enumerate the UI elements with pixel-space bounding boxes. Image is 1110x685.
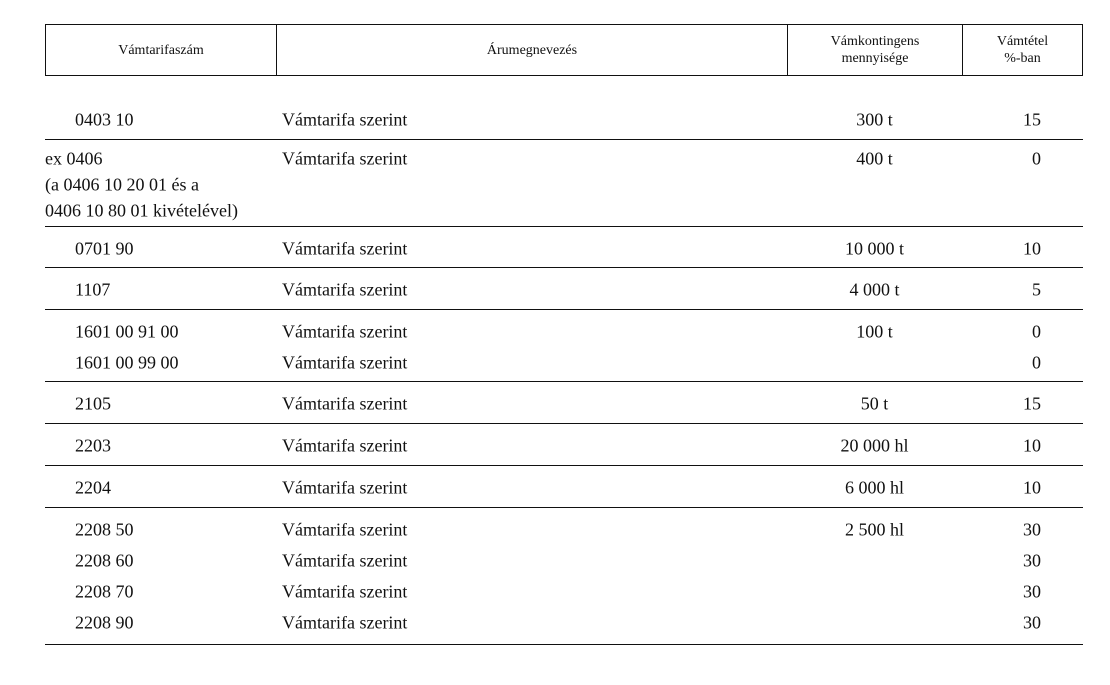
- product-name-cell: Vámtarifa szerint: [282, 321, 408, 341]
- quota-quantity-cell: 2 500 hl: [844, 519, 904, 539]
- product-name-cell: Vámtarifa szerint: [282, 352, 408, 372]
- tariff-code-cell: 2204: [75, 477, 111, 497]
- quota-quantity-cell: 4 000 t: [849, 279, 900, 299]
- table-header: [45, 24, 1083, 76]
- duty-rate-cell: 0: [1032, 321, 1041, 341]
- header-quota-line1: Vámkontingens: [830, 34, 920, 49]
- tariff-code-cell: 2208 60: [75, 550, 134, 570]
- tariff-code-cell: 1601 00 91 00: [75, 321, 179, 341]
- duty-rate-cell: 15: [1023, 393, 1041, 413]
- product-name-cell: Vámtarifa szerint: [282, 550, 408, 570]
- table-row: [45, 316, 1083, 347]
- header-quota-quantity: [788, 25, 963, 75]
- table-row: [45, 388, 1083, 419]
- tariff-code-cell: 2208 90: [75, 612, 134, 632]
- table-row: [45, 347, 1083, 378]
- quota-quantity-cell: 20 000 hl: [840, 435, 909, 455]
- table-row-group: [45, 424, 1083, 466]
- quota-quantity-cell: 100 t: [856, 321, 893, 341]
- table-row: [45, 233, 1083, 264]
- tariff-code-cell: 2203: [75, 435, 111, 455]
- product-name-cell: Vámtarifa szerint: [282, 279, 408, 299]
- header-rate-line2: %-ban: [1004, 51, 1041, 66]
- tariff-code-cell: 0701 90: [75, 238, 134, 258]
- table-row-group: [45, 466, 1083, 508]
- header-tariff-number-label: Vámtarifaszám: [118, 42, 204, 58]
- table-row-group: [45, 508, 1083, 645]
- quota-quantity-cell: 6 000 hl: [844, 477, 904, 497]
- table-body: [45, 76, 1083, 645]
- table-row: [45, 607, 1083, 638]
- table-row: [45, 576, 1083, 607]
- table-row: [45, 198, 1083, 224]
- tariff-code-cell: (a 0406 10 20 01 és a: [45, 174, 199, 195]
- header-duty-rate: [963, 25, 1082, 75]
- table-row: [45, 545, 1083, 576]
- product-name-cell: Vámtarifa szerint: [282, 109, 408, 129]
- header-tariff-number: [46, 25, 277, 75]
- duty-rate-cell: 10: [1023, 435, 1041, 455]
- duty-rate-cell: 30: [1023, 612, 1041, 632]
- table-row: [45, 104, 1083, 135]
- table-row-group: [45, 382, 1083, 424]
- tariff-code-cell: 2208 50: [75, 519, 134, 539]
- table-row-group: [45, 310, 1083, 382]
- quota-quantity-cell: 300 t: [856, 109, 893, 129]
- duty-rate-cell: 15: [1023, 109, 1041, 129]
- tariff-code-cell: 0406 10 80 01 kivételével): [45, 200, 238, 221]
- header-quota-line2: mennyisége: [841, 51, 909, 66]
- table-row: [45, 514, 1083, 545]
- tariff-code-cell: 0403 10: [75, 109, 134, 129]
- tariff-code-cell: ex 0406: [45, 148, 103, 169]
- header-product-name: [277, 25, 788, 75]
- quota-quantity-cell: 400 t: [856, 148, 893, 169]
- table-row: [45, 274, 1083, 305]
- tariff-code-cell: 2208 70: [75, 581, 134, 601]
- product-name-cell: Vámtarifa szerint: [282, 477, 408, 497]
- table-row-group: [45, 268, 1083, 310]
- header-rate-line1: Vámtétel: [996, 34, 1049, 49]
- duty-rate-cell: 10: [1023, 477, 1041, 497]
- product-name-cell: Vámtarifa szerint: [282, 238, 408, 258]
- table-row: [45, 472, 1083, 503]
- duty-rate-cell: 0: [1032, 148, 1041, 169]
- quota-quantity-cell: 50 t: [860, 393, 889, 413]
- tariff-code-cell: 2105: [75, 393, 111, 413]
- table-row: [45, 146, 1083, 172]
- table-row: [45, 430, 1083, 461]
- product-name-cell: Vámtarifa szerint: [282, 148, 408, 169]
- product-name-cell: Vámtarifa szerint: [282, 393, 408, 413]
- table-row-group: [45, 140, 1083, 227]
- quota-quantity-cell: 10 000 t: [844, 238, 904, 258]
- duty-rate-cell: 30: [1023, 519, 1041, 539]
- table-row-group: [45, 76, 1083, 140]
- duty-rate-cell: 5: [1032, 279, 1041, 299]
- header-product-name-label: Árumegnevezés: [486, 42, 578, 58]
- duty-rate-cell: 30: [1023, 581, 1041, 601]
- table-row: [45, 172, 1083, 198]
- tariff-code-cell: 1107: [75, 279, 111, 299]
- duty-rate-cell: 10: [1023, 238, 1041, 258]
- product-name-cell: Vámtarifa szerint: [282, 435, 408, 455]
- table-row-group: [45, 227, 1083, 268]
- duty-rate-cell: 0: [1032, 352, 1041, 372]
- product-name-cell: Vámtarifa szerint: [282, 519, 408, 539]
- product-name-cell: Vámtarifa szerint: [282, 581, 408, 601]
- product-name-cell: Vámtarifa szerint: [282, 612, 408, 632]
- tariff-code-cell: 1601 00 99 00: [75, 352, 179, 372]
- duty-rate-cell: 30: [1023, 550, 1041, 570]
